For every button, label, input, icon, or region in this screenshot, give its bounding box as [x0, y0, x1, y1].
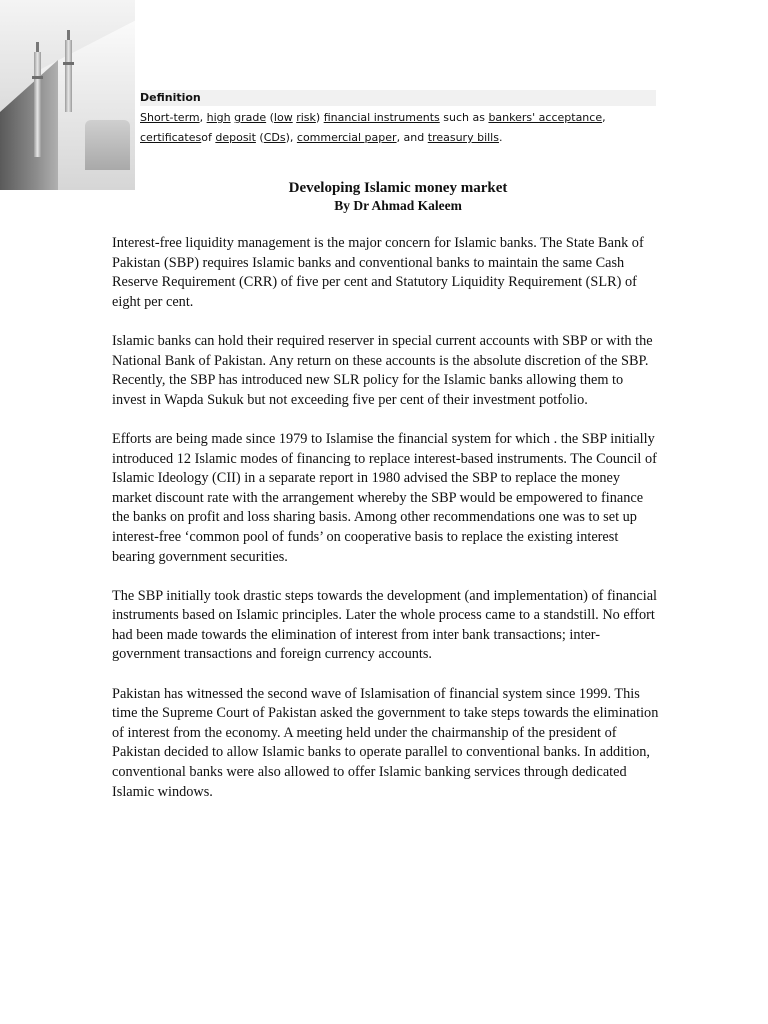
definition-text-fragment: such as — [439, 111, 489, 124]
minaret — [34, 52, 41, 157]
definition-text-fragment: ), — [285, 131, 297, 144]
article-title: Developing Islamic money market — [288, 180, 508, 196]
definition-text-fragment: , — [199, 111, 207, 124]
article-paragraph: Efforts are being made since 1979 to Islamise the financial system for which . the SBP initially introduced 12 Islamic modes of financing to replace interest-based instruments. The Council of Islamic Ideology (CII) in a separate report in 1980 advised the SBP to replace the money market discount rate with the arrangement whereby the SBP would be empowered to finance the banks on profit and loss sharing basis. Among other recommendations one was to set up interest-free ‘common pool of funds’ on cooperative basis to replace the existing interest bearing government securities. — [112, 430, 657, 565]
definition-link[interactable]: risk — [296, 111, 316, 124]
article-paragraph: The SBP initially took drastic steps towards the development (and implementation) of financial instruments based on Islamic principles. Later the whole process came to a standstill. No effort had been made towards the elimination of interest from inter bank transactions; inter-government transactions and foreign currency accounts. — [112, 587, 658, 663]
definition-link[interactable]: treasury bills — [427, 131, 499, 144]
article-paragraph: Pakistan has witnessed the second wave of Islamisation of financial system since 1999. This time the Supreme Court of Pakistan asked the government to take steps towards the elimination of interest from the economy. A meeting held under the chairmanship of the president of Pakistan decided to allow Islamic banks to operate parallel to conventional banks. In addition, conventional banks were also allowed to offer Islamic banking services through dedicated Islamic windows. — [112, 685, 659, 800]
definition-link[interactable]: CDs — [263, 131, 286, 144]
article-paragraph: Islamic banks can hold their required reserver in special current accounts with SBP or with the National Bank of Pakistan. Any return on these accounts is the absolute discretion of the SBP. Recently, the SBP has introduced new SLR policy for the Islamic banks allowing them to invest in Wapda Sukuk but not exceeding five per cent of their investment potfolio. — [112, 332, 653, 408]
minaret-balcony — [63, 62, 74, 65]
minaret-balcony — [32, 76, 43, 79]
article-paragraph: Interest-free liquidity management is the major concern for Islamic banks. The State Bank of Pakistan (SBP) requires Islamic banks and conventional banks to maintain the same Cash Reserve Requirement (CRR) of five per cent and Statutory Liquidity Requirement (SLR) of eight per cent. — [112, 235, 644, 310]
minaret-finial — [36, 42, 39, 52]
article-body — [112, 234, 660, 822]
definition-text-fragment: ( — [266, 111, 274, 124]
mosque-photo — [0, 0, 135, 190]
definition-text-fragment: ) — [315, 111, 324, 124]
definition-text — [140, 108, 656, 148]
mosque-shadow — [0, 60, 58, 190]
definition-link[interactable]: low — [273, 111, 293, 124]
definition-link[interactable]: certificates — [140, 131, 202, 144]
definition-link[interactable]: high — [206, 111, 231, 124]
building-block — [85, 120, 130, 170]
definition-text-fragment: ( — [255, 131, 264, 144]
definition-link[interactable]: financial instruments — [323, 111, 440, 124]
definition-link[interactable]: grade — [234, 111, 267, 124]
definition-heading: Definition — [140, 90, 656, 106]
definition-text-fragment: , and — [396, 131, 428, 144]
definition-text-fragment: of — [201, 131, 216, 144]
definition-text-fragment: . — [498, 131, 503, 144]
definition-link[interactable]: deposit — [215, 131, 256, 144]
minaret — [65, 40, 72, 112]
article-header — [110, 180, 686, 214]
article-author: By Dr Ahmad Kaleem — [334, 198, 462, 213]
definition-box — [140, 90, 656, 148]
definition-link[interactable]: bankers' acceptance — [488, 111, 603, 124]
definition-text-fragment: , — [602, 111, 606, 124]
definition-link[interactable]: commercial paper — [296, 131, 397, 144]
definition-link[interactable]: Short-term — [140, 111, 200, 124]
minaret-finial — [67, 30, 70, 40]
